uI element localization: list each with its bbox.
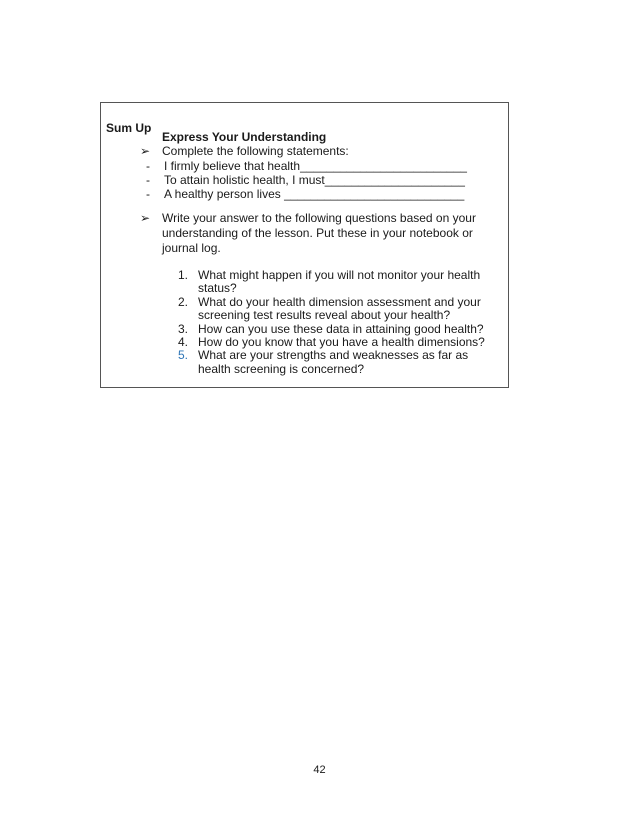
question-3-line-1: How can you use these data in attaining good health? [198, 322, 484, 336]
statement-1: I firmly believe that health_________________________ [164, 159, 467, 173]
instruction-two-line-2: understanding of the lesson. Put these in your notebook or [162, 226, 473, 240]
question-number: 1. [178, 268, 189, 282]
question-number: 5. [178, 348, 189, 362]
question-5-line-1: What are your strengths and weaknesses as far as [198, 348, 469, 362]
statement-2: To attain holistic health, I must_____________________ [164, 173, 465, 187]
question-2-line-2: screening test results reveal about your health? [198, 308, 451, 322]
arrow-bullet-icon: ➢ [140, 144, 151, 158]
question-5-line-2: health screening is concerned? [198, 362, 365, 376]
question-2-line-1: What do your health dimension assessment and your [198, 295, 481, 309]
statement-dash: - [146, 159, 150, 173]
page-number: 42 [313, 764, 326, 776]
instruction-two-line-3: journal log. [162, 241, 221, 255]
section-heading: Sum Up [106, 121, 152, 135]
statement-dash: - [146, 187, 150, 201]
section-subheading: Express Your Understanding [162, 130, 327, 144]
statement-dash: - [146, 173, 150, 187]
instruction-one-text: Complete the following statements: [162, 144, 349, 158]
question-number: 2. [178, 295, 189, 309]
question-1-line-2: status? [198, 281, 237, 295]
question-4-line-1: How do you know that you have a health dimensions? [198, 335, 485, 349]
instruction-two-line-1: Write your answer to the following questions based on your [162, 211, 476, 225]
question-1-line-1: What might happen if you will not monitor your health [198, 268, 481, 282]
arrow-bullet-icon: ➢ [140, 211, 151, 225]
question-number: 4. [178, 335, 189, 349]
statement-3: A healthy person lives ___________________________ [164, 187, 465, 201]
question-number: 3. [178, 322, 189, 336]
